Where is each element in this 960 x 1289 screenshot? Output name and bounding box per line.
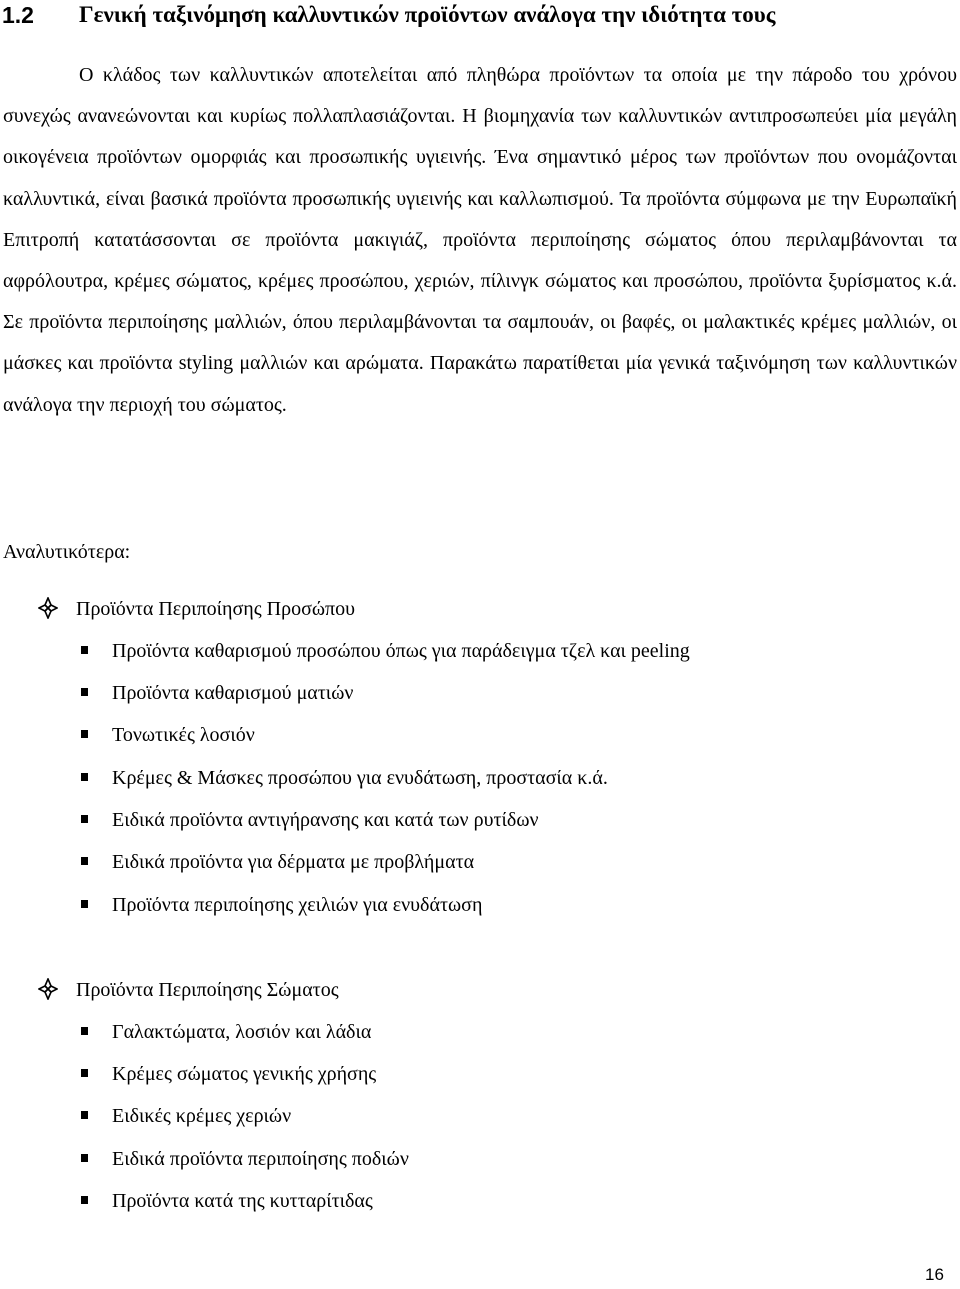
subheading: Αναλυτικότερα: xyxy=(3,541,131,563)
category-title: Προϊόντα Περιποίησης Προσώπου xyxy=(76,598,356,620)
square-bullet-icon xyxy=(81,1196,88,1204)
square-bullet-icon xyxy=(81,1111,88,1119)
square-bullet-icon xyxy=(81,1027,88,1035)
square-bullet-icon xyxy=(81,688,88,696)
intro-paragraph: Ο κλάδος των καλλυντικών αποτελείται από πληθώρα προϊόντων τα οποία με την πάροδο του χρόνου συνεχώς ανανεώνονται και κυρίως πολλαπλασιάζονται. Η βιομηχανία των καλλυντικών αντιπροσωπεύει μία μεγάλη οικογένεια προϊόντων ομορφιάς και προσωπικής υγιεινής. Ένα σημαντικό μέρος των προϊόντων που ονομάζονται καλλυντικά, είναι βασικά προϊόντα προσωπικής υγιεινής και καλλωπισμού. Τα προϊόντα σύμφωνα με την Ευρωπαϊκή Επιτροπή κατατάσσονται σε προϊόντα μακιγιάζ, προϊόντα περιποίησης σώματος όπου περιλαμβάνονται τα αφρόλουτρα, κρέμες σώματος, κρέμες προσώπου, χεριών, πίλινγκ σώματος και προσώπου, προϊόντα ξυρίσματος κ.ά. Σε προϊόντα περιποίησης μαλλιών, όπου περιλαμβάνονται τα σαμπουάν, οι βαφές, οι μαλακτικές κρέμες μαλλιών, οι μάσκες και προϊόντα styling μαλλιών και αρώματα. Παρακάτω παρατίθεται μία γενικά ταξινόμηση των καλλυντικών ανάλογα την περιοχή του σώματος. xyxy=(3,64,957,416)
square-bullet-icon xyxy=(81,1069,88,1077)
square-bullet-icon xyxy=(81,900,88,908)
square-bullet-icon xyxy=(81,857,88,865)
page-number: 16 xyxy=(925,1265,944,1284)
square-bullet-icon xyxy=(81,646,88,654)
diamond-bullet-icon xyxy=(38,978,58,1000)
section-number: 1.2 xyxy=(2,2,34,28)
square-bullet-icon xyxy=(81,1154,88,1162)
section-title: Γενική ταξινόμηση καλλυντικών προϊόντων ανάλογα την ιδιότητα τους xyxy=(79,2,776,27)
category-title: Προϊόντα Περιποίησης Σώματος xyxy=(76,979,339,1001)
section-heading xyxy=(0,0,960,30)
square-bullet-icon xyxy=(81,773,88,781)
square-bullet-icon xyxy=(81,730,88,738)
square-bullet-icon xyxy=(81,815,88,823)
diamond-bullet-icon xyxy=(38,597,58,619)
